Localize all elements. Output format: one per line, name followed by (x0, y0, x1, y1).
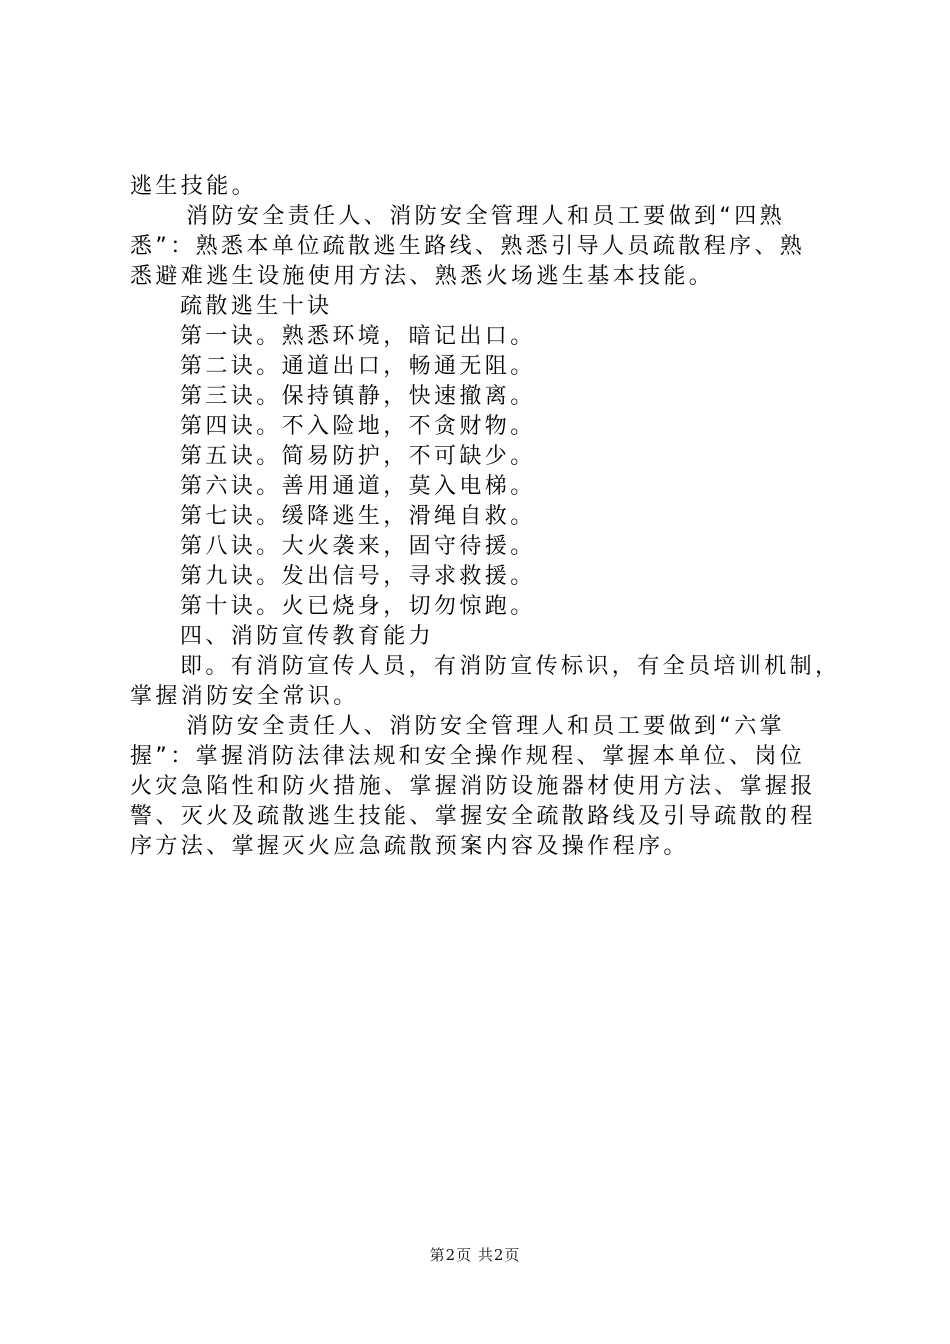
list-item: 第三诀。保持镇静，快速撤离。 (180, 384, 536, 409)
text-line: 逃生技能。 (130, 174, 258, 199)
document-body (130, 172, 841, 862)
list-item: 第八诀。大火袭来，固守待援。 (180, 534, 536, 559)
text-line: 握”：掌握消防法律法规和安全操作规程、掌握本单位、岗位 (130, 744, 806, 769)
list-item: 第二诀。通道出口，畅通无阻。 (180, 354, 536, 379)
text-line: 悉”：熟悉本单位疏散逃生路线、熟悉引导人员疏散程序、熟 (130, 234, 806, 259)
list-item: 第九诀。发出信号，寻求救援。 (180, 564, 536, 589)
list-item: 第四诀。不入险地，不贪财物。 (180, 414, 536, 439)
text-line: 消防安全责任人、消防安全管理人和员工要做到“四熟 (186, 204, 785, 229)
text-line: 即。有消防宣传人员，有消防宣传标识，有全员培训机制， (180, 654, 841, 679)
text-line: 序方法、掌握灭火应急疏散预案内容及操作程序。 (130, 834, 689, 859)
page-number-footer: 第2页 共2页 (429, 1246, 521, 1264)
text-line: 消防安全责任人、消防安全管理人和员工要做到“六掌 (186, 714, 785, 739)
section-heading: 四、消防宣传教育能力 (180, 624, 435, 649)
list-item: 第六诀。善用通道，莫入电梯。 (180, 474, 536, 499)
text-line: 火灾急陷性和防火措施、掌握消防设施器材使用方法、掌握报 (130, 774, 816, 799)
text-line: 掌握消防安全常识。 (130, 684, 359, 709)
list-item: 第十诀。火已烧身，切勿惊跑。 (180, 594, 536, 619)
text-line: 悉避难逃生设施使用方法、熟悉火场逃生基本技能。 (130, 264, 715, 289)
list-item: 第五诀。简易防护，不可缺少。 (180, 444, 536, 469)
list-item: 第七诀。缓降逃生，滑绳自救。 (180, 504, 536, 529)
list-item: 第一诀。熟悉环境，暗记出口。 (180, 324, 536, 349)
section-heading: 疏散逃生十诀 (180, 294, 333, 319)
text-line: 警、灭火及疏散逃生技能、掌握安全疏散路线及引导疏散的程 (130, 804, 816, 829)
